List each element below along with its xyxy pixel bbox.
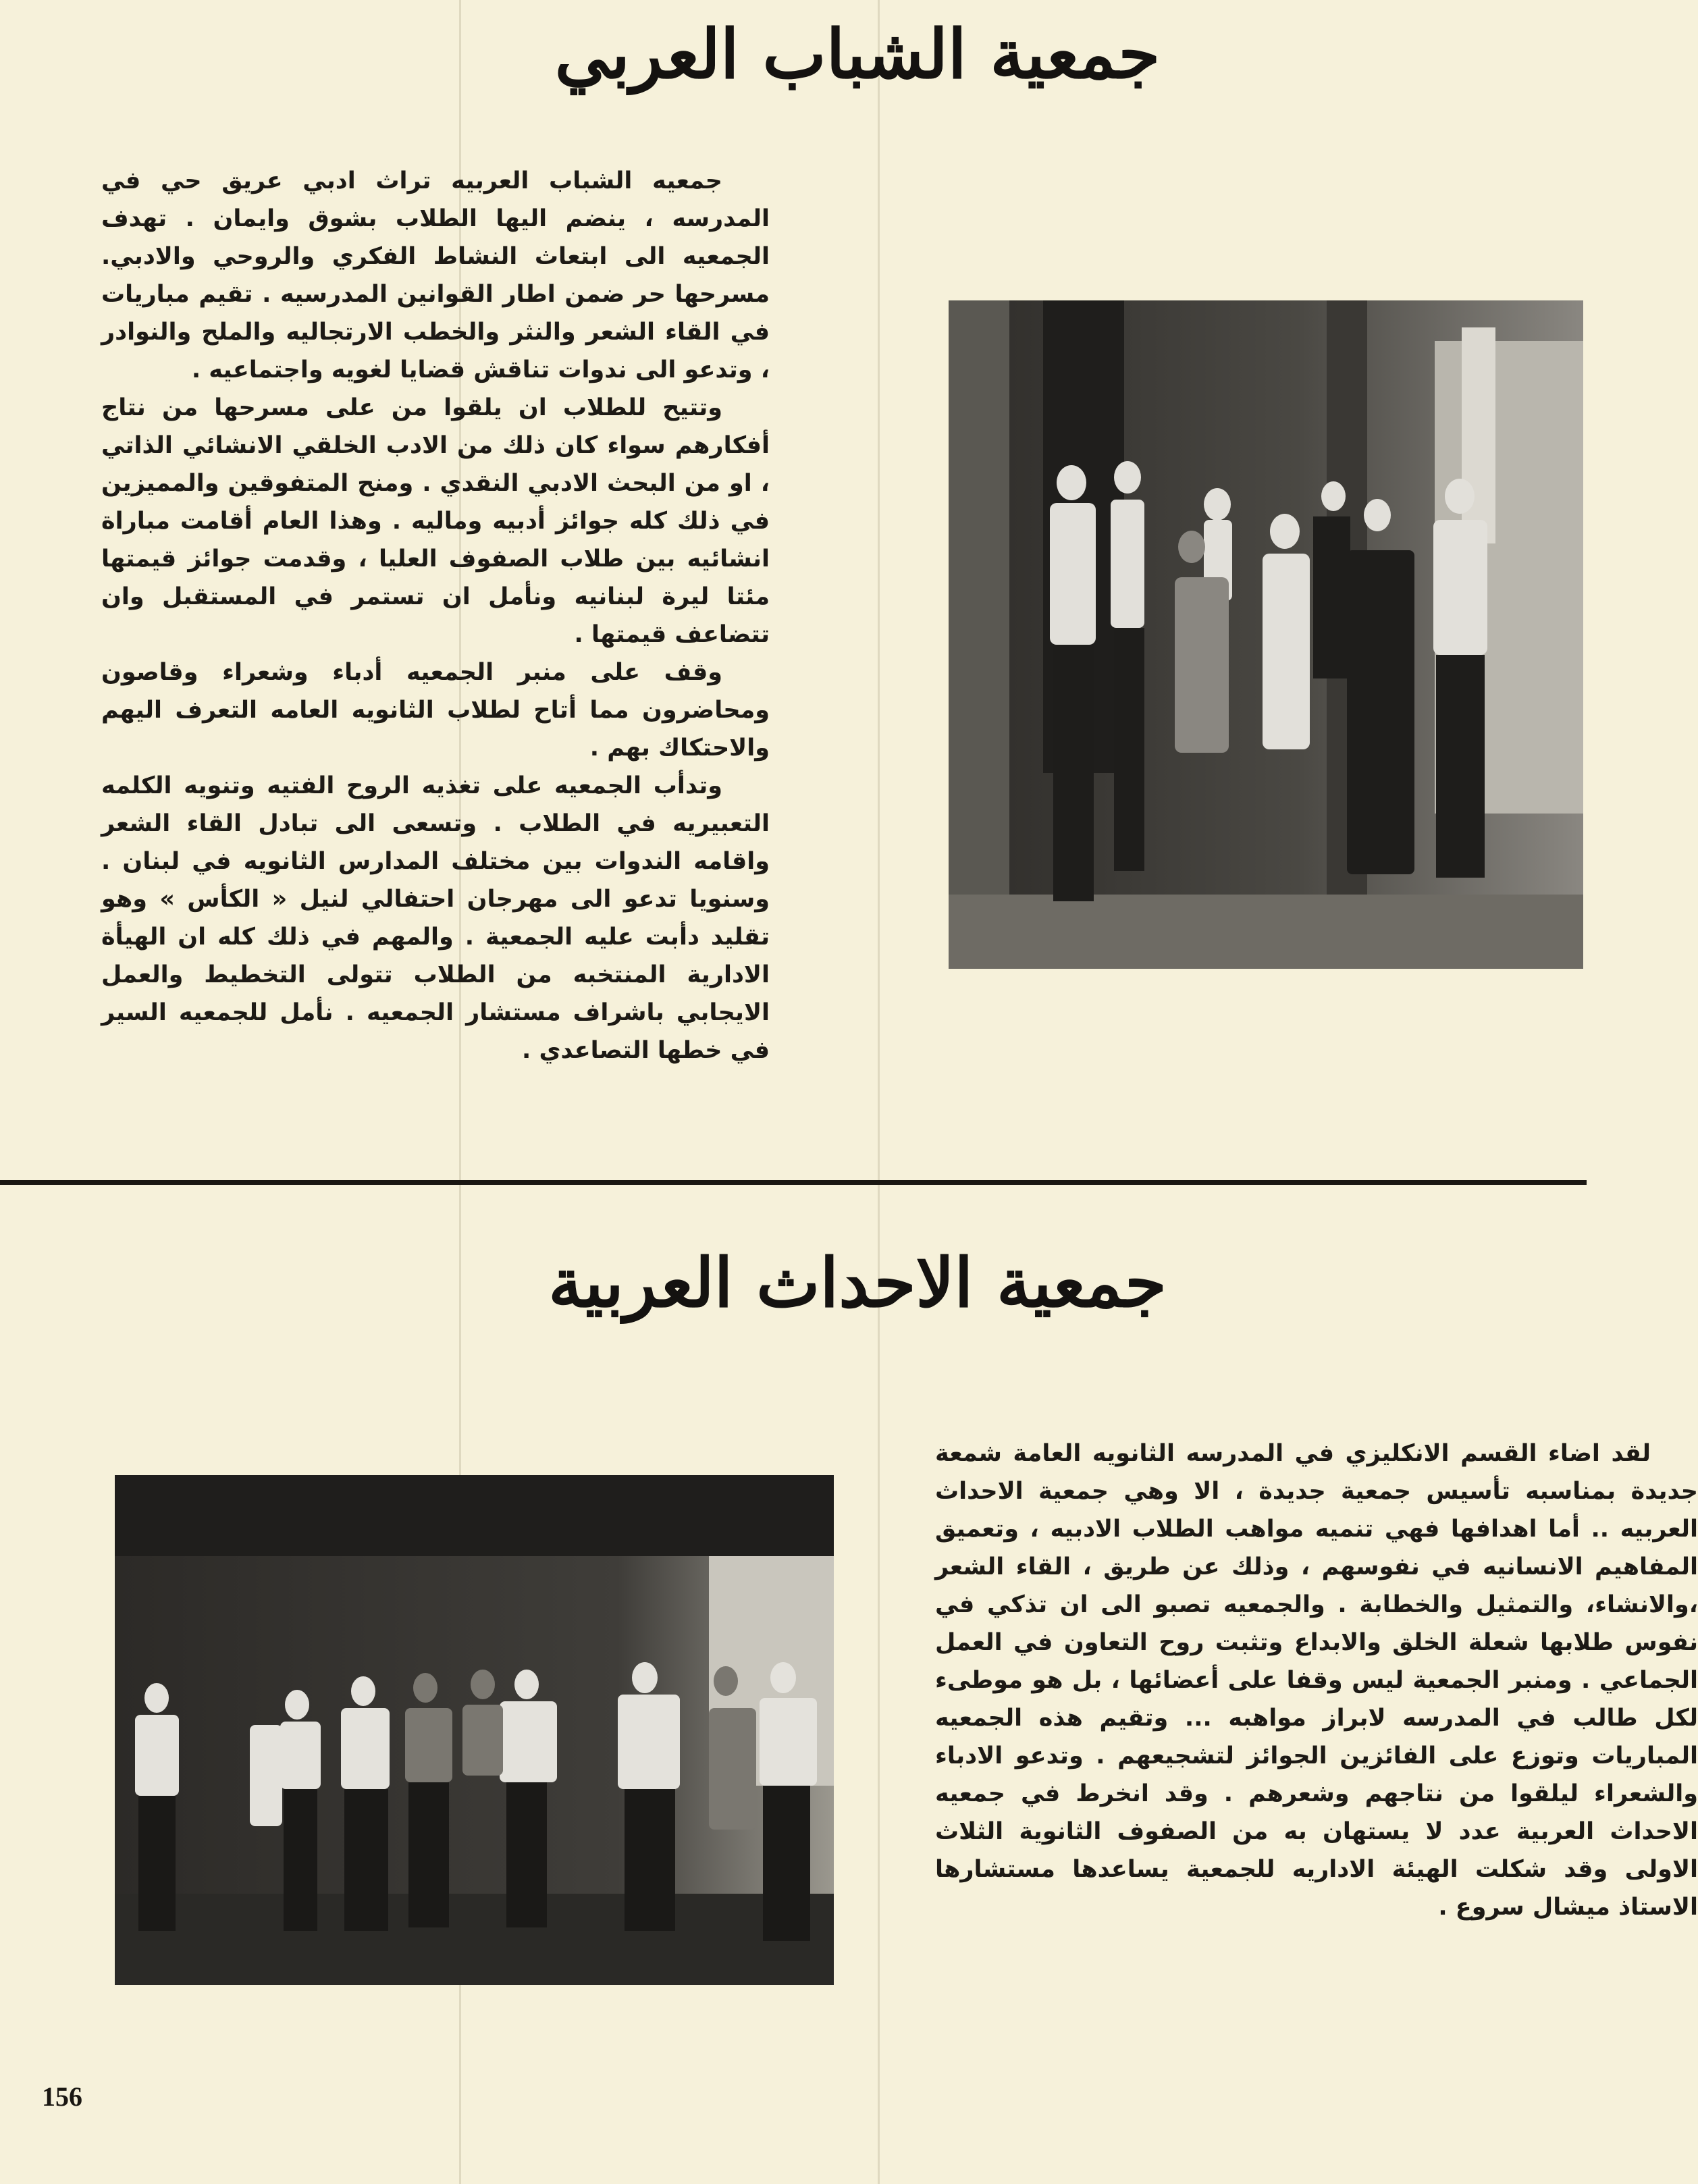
section-1-title: جمعية الشباب العربي — [554, 14, 1161, 94]
section-divider — [0, 1180, 1587, 1185]
section-1-paragraph: وتتيح للطلاب ان يلقوا من على مسرحها من نتاج أفكارهم سواء كان ذلك من الادب الخلقي الانشائي الذاتي ، او من البحث الادبي النقدي . ومنح المتفوقين والمميزين في ذلك كله جوائز أدبيه وماليه . وهذا العام أقامت مباراة انشائيه بين طلاب الصفوف العليا ، وقدمت جوائز قيمتها مئتا ليرة لبنانيه ونأمل ان تستمر في المستقبل وان تتضاعف قيمتها . — [101, 394, 770, 648]
page-number: 156 — [42, 2081, 82, 2112]
section-2-paragraph: لقد اضاء القسم الانكليزي في المدرسه الثانويه العامة شمعة جديدة بمناسبه تأسيس جمعية جديدة ، الا وهي جمعية الاحداث العربيه .. أما اهدافها فهي تنميه مواهب الطلاب الادبيه ، وتعميق المفاهيم الانسانيه في نفوسهم ، وذلك عن طريق ، القاء الشعر ،والانشاء، والتمثيل والخطابة . والجمعيه تصبو الى ان تذكي في نفوس طلابها شعلة الخلق والابداع وتثبت روح التعاون في العمل الجماعي . ومنبر الجمعية ليس وقفا على أعضائها ، بل هو موطىء لكل طالب في المدرسه لابراز مواهبه ... وتقيم هذه الجمعيه المباريات وتوزع على الفائزين الجوائز لتشجيعهم . وتدعو الادباء والشعراء ليلقوا من نتاجهم وشعرهم . وقد انخرط في جمعيه الاحداث العربية عدد لا يستهان به من الصفوف الثانوية الثلاث الاولى وقد شكلت الهيئة الاداريه للجمعية يساعدها مستشارها الاستاذ ميشال سروع . — [935, 1440, 1698, 1921]
group-photo-2 — [115, 1475, 834, 1985]
section-1-paragraph: وقف على منبر الجمعيه أدباء وشعراء وقاصون ومحاضرون مما أتاح لطلاب الثانويه العامه التعرف اليهم والاحتكاك بهم . — [101, 659, 770, 762]
paper-fold-line — [878, 0, 880, 2184]
section-1-article — [101, 162, 770, 1069]
group-photo-1 — [949, 300, 1583, 969]
section-2-title: جمعية الاحداث العربية — [548, 1243, 1167, 1323]
section-1-paragraph: وتدأب الجمعيه على تغذيه الروح الفتيه وتنويه الكلمه التعبيريه في الطلاب . وتسعى الى تبادل القاء الشعر واقامه الندوات بين مختلف المدارس الثانويه في لبنان . وسنويا تدعو الى مهرجان احتفالي لنيل « الكأس » وهو تقليد دأبت عليه الجمعية . والمهم في ذلك كله ان الهيأة الادارية المنتخبه من الطلاب تتولى التخطيط والعمل الايجابي باشراف مستشار الجمعيه . نأمل للجمعيه السير في خطها التصاعدي . — [101, 772, 770, 1064]
section-1-paragraph: جمعيه الشباب العربيه تراث ادبي عريق حي في المدرسه ، ينضم اليها الطلاب بشوق وايمان . تهدف الجمعيه الى ابتعاث النشاط الفكري والروحي والادبي. مسرحها حر ضمن اطار القوانين المدرسيه . تقيم مباريات في القاء الشعر والنثر والخطب الارتجاليه والملح والنوادر ، وتدعو الى ندوات تناقش قضايا لغويه واجتماعيه . — [101, 167, 770, 383]
section-2-article — [935, 1435, 1698, 1926]
